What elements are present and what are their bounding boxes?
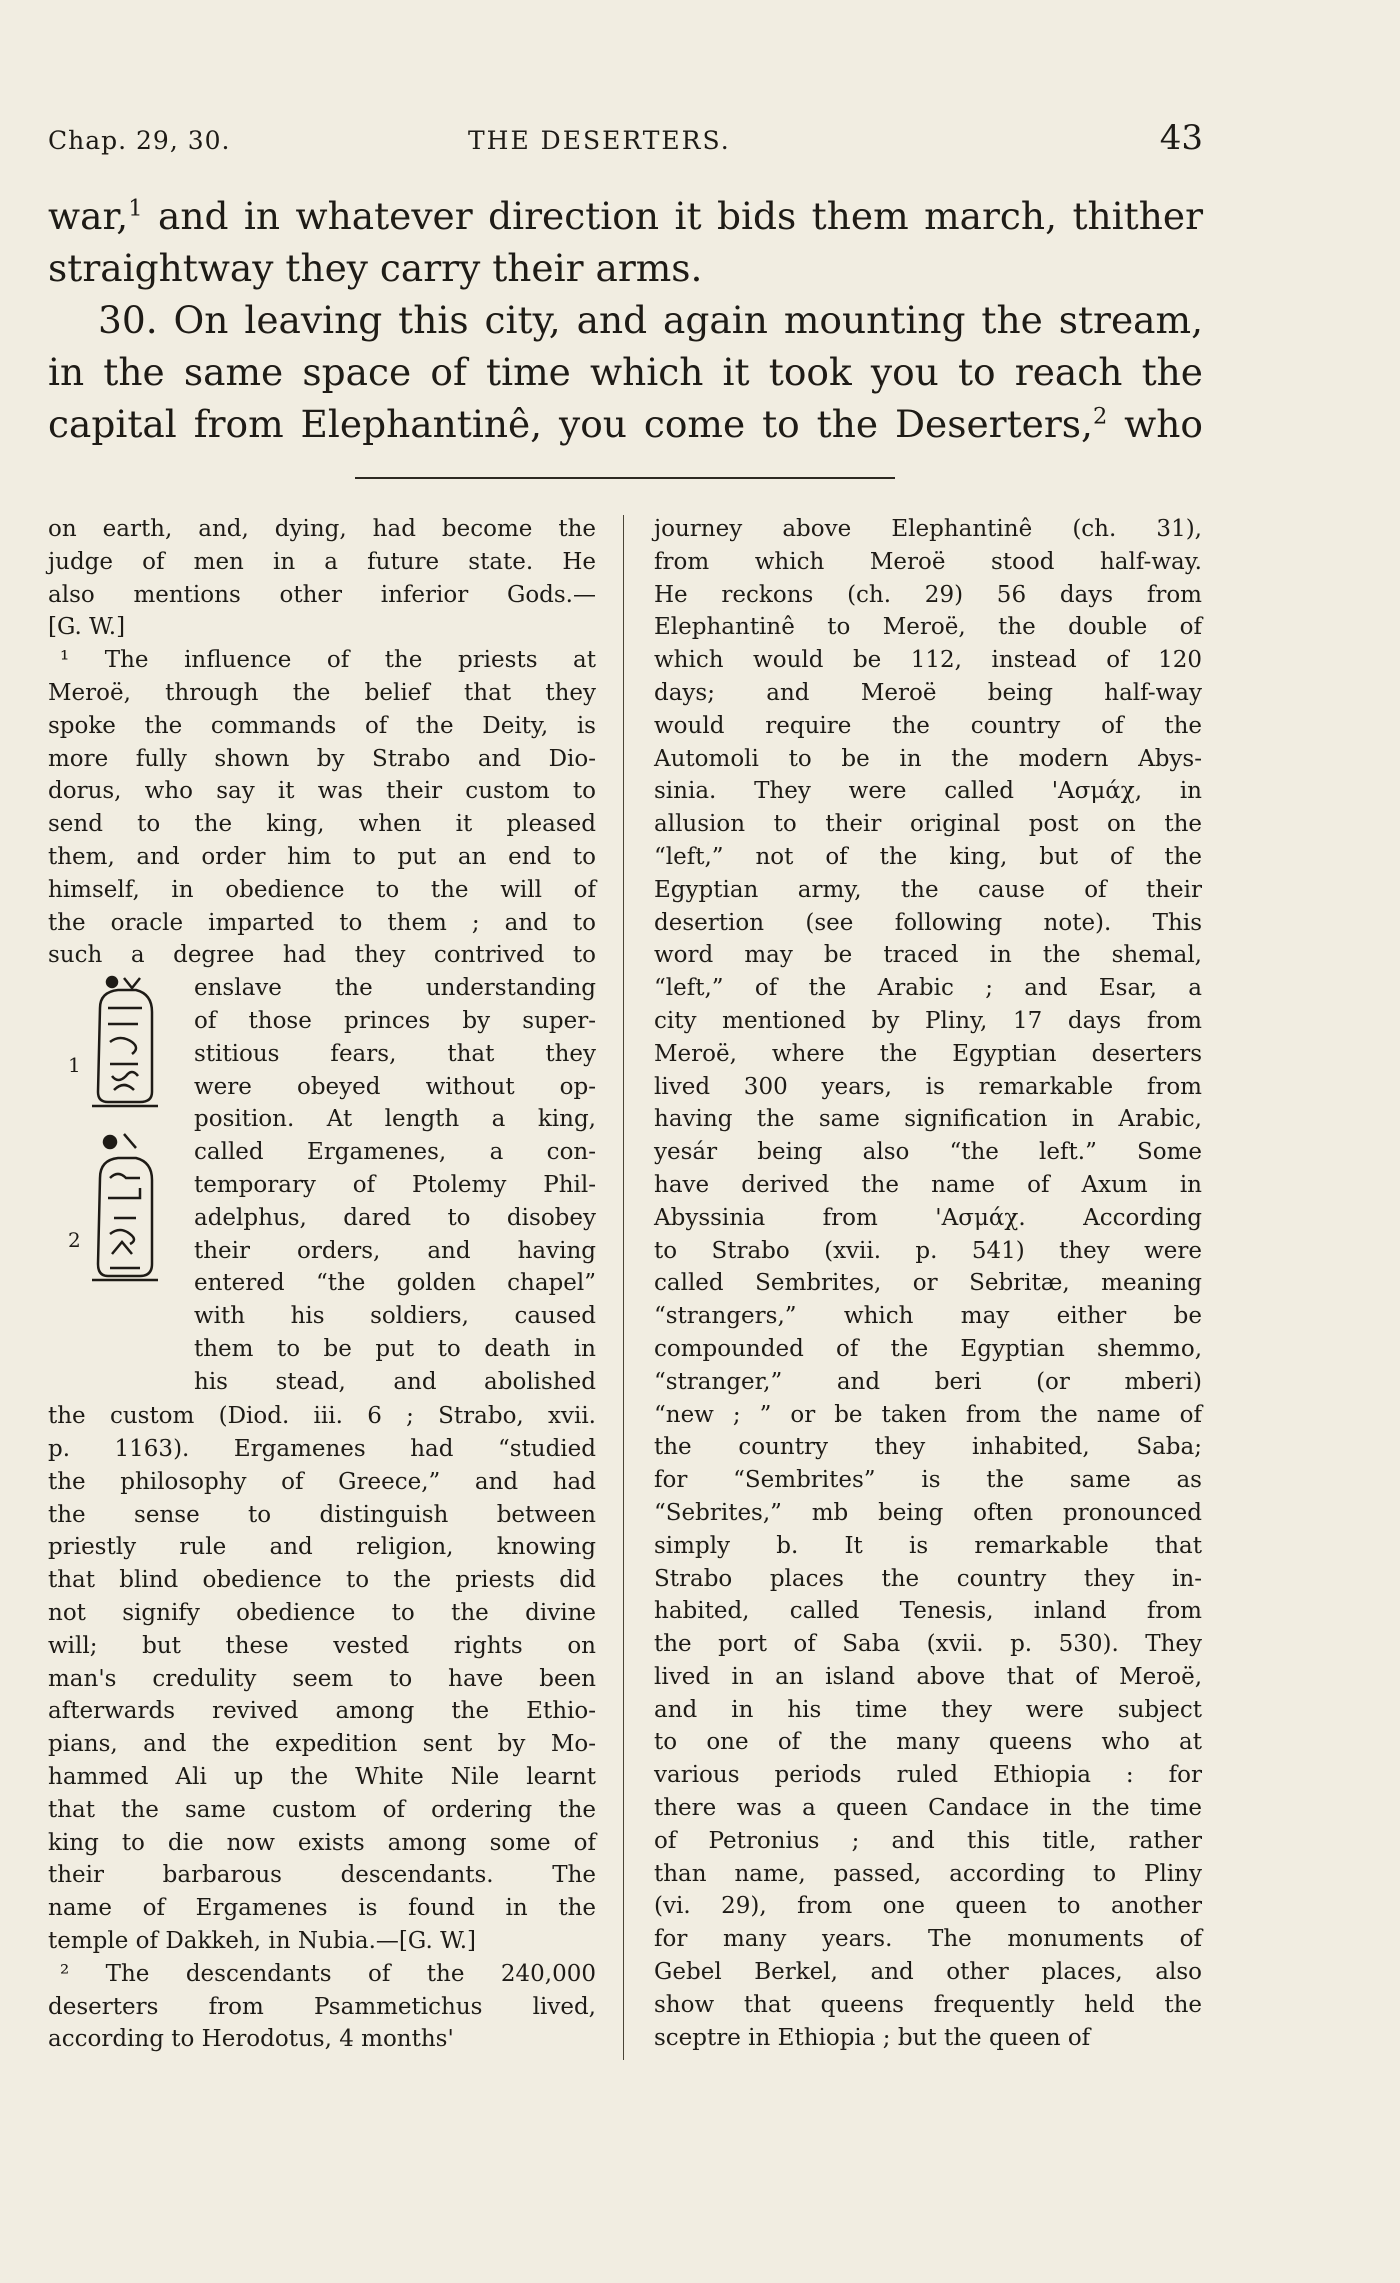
footnote-line: send to the king, when it pleased <box>48 811 596 838</box>
footnote-line: “strangers,” which may either be <box>654 1303 1202 1330</box>
page-number: 43 <box>1159 118 1203 158</box>
footnote-line: deserters from Psammetichus lived, <box>48 1993 596 2020</box>
footnote-line: “new ; ” or be taken from the name of <box>654 1401 1202 1428</box>
footnote-line: adelphus, dared to disobey <box>194 1204 596 1231</box>
footnote-line: (vi. 29), from one queen to another <box>654 1893 1202 1920</box>
footnote-line: lived 300 years, is remarkable from <box>654 1073 1202 1100</box>
footnote-line: himself, in obedience to the will of <box>48 876 596 903</box>
cartouche-illustration <box>48 972 190 1400</box>
footnote-line: were obeyed without op- <box>194 1073 596 1100</box>
footnote-line: “stranger,” and beri (or mberi) <box>654 1368 1202 1395</box>
column-divider <box>623 515 624 2060</box>
footnote-column-left <box>48 513 596 2056</box>
footnote-line: compounded of the Egyptian shemmo, <box>654 1335 1202 1362</box>
footnote-line: will; but these vested rights on <box>48 1632 596 1659</box>
footnote-line: name of Ergamenes is found in the <box>48 1895 596 1922</box>
footnote-line: king to die now exists among some of <box>48 1829 596 1856</box>
footnote-line: “left,” of the Arabic ; and Esar, a <box>654 975 1202 1002</box>
footnote-line: Strabo places the country they in- <box>654 1565 1202 1592</box>
footnote-line: journey above Elephantinê (ch. 31), <box>654 516 1202 542</box>
footnote-line: p. 1163). Ergamenes had “studied <box>48 1435 596 1462</box>
footnote-line: hammed Ali up the White Nile learnt <box>48 1763 596 1790</box>
footnote-line: their barbarous descendants. The <box>48 1862 596 1889</box>
footnote-line: priestly rule and religion, knowing <box>48 1534 596 1561</box>
footnote-line: [G. W.] <box>48 614 126 641</box>
footnote-line: temporary of Ptolemy Phil- <box>194 1171 596 1198</box>
footnote-line: that blind obedience to the priests did <box>48 1567 596 1594</box>
footnote-line: Meroë, where the Egyptian deserters <box>654 1040 1202 1067</box>
footnote-line: judge of men in a future state. He <box>48 548 596 575</box>
footnote-ref[interactable]: 1 <box>128 195 143 222</box>
footnote-line: enslave the understanding <box>194 975 596 1002</box>
footnote-line: lived in an island above that of Meroë, <box>654 1663 1202 1690</box>
footnote-line: of Petronius ; and this title, rather <box>654 1827 1202 1854</box>
footnote-line: them to be put to death in <box>194 1335 596 1362</box>
footnote-line: which would be 112, instead of 120 <box>654 647 1202 674</box>
body-line: in the same space of time which it took you to reach the <box>48 350 1203 394</box>
footnote-line: the philosophy of Greece,” and had <box>48 1468 596 1495</box>
running-header <box>48 118 1203 158</box>
footnote-line: Egyptian army, the cause of their <box>654 876 1202 903</box>
running-title: THE DESERTERS. <box>468 126 731 155</box>
hieroglyph-cartouches-figure <box>48 972 190 1400</box>
footnote-line: pians, and the expedition sent by Mo- <box>48 1731 596 1758</box>
footnote-line: various periods ruled Ethiopia : for <box>654 1762 1202 1789</box>
footnote-line: there was a queen Candace in the time <box>654 1795 1202 1822</box>
footnote-line: such a degree had they contrived to <box>48 942 596 969</box>
footnote-line: not signify obedience to the divine <box>48 1599 596 1626</box>
footnote-line: days; and Meroë being half-way <box>654 679 1202 706</box>
footnote-line: their orders, and having <box>194 1237 596 1264</box>
footnote-line: to Strabo (xvii. p. 541) they were <box>654 1237 1202 1264</box>
footnote-line: for many years. The monuments of <box>654 1926 1202 1953</box>
footnote-line: called Sembrites, or Sebritæ, meaning <box>654 1270 1202 1297</box>
footnote-line: He reckons (ch. 29) 56 days from <box>654 581 1202 608</box>
body-line: straightway they carry their arms. <box>48 246 703 290</box>
cartouche-label-2: 2 <box>68 1228 81 1253</box>
footnote-line: city mentioned by Pliny, 17 days from <box>654 1007 1202 1034</box>
footnote-line: ¹ The influence of the priests at <box>60 647 596 674</box>
footnote-line: to one of the many queens who at <box>654 1729 1202 1756</box>
footnote-separator-rule <box>355 477 895 479</box>
footnote-line: have derived the name of Axum in <box>654 1171 1202 1198</box>
footnote-line: habited, called Tenesis, inland from <box>654 1598 1202 1625</box>
footnote-ref[interactable]: 2 <box>1092 403 1108 430</box>
footnote-line: Abyssinia from 'Ασμάχ. According <box>654 1204 1202 1231</box>
footnote-line: temple of Dakkeh, in Nubia.—[G. W.] <box>48 1927 476 1954</box>
footnote-line: dorus, who say it was their custom to <box>48 778 596 805</box>
footnote-line: entered “the golden chapel” <box>194 1270 596 1297</box>
footnote-line: sinia. They were called 'Ασμάχ, in <box>654 778 1202 805</box>
footnote-line: afterwards revived among the Ethio- <box>48 1698 596 1725</box>
footnote-line: allusion to their original post on the <box>654 811 1202 838</box>
footnote-line: them, and order him to put an end to <box>48 843 596 870</box>
footnote-line: than name, passed, according to Pliny <box>654 1860 1202 1887</box>
footnote-line: more fully shown by Strabo and Dio- <box>48 745 596 772</box>
footnote-line: Gebel Berkel, and other places, also <box>654 1959 1202 1986</box>
footnote-line: show that queens frequently held the <box>654 1991 1202 2018</box>
footnote-line: the country they inhabited, Saba; <box>654 1434 1202 1461</box>
footnote-line: for “Sembrites” is the same as <box>654 1467 1202 1494</box>
footnote-line: according to Herodotus, 4 months' <box>48 2026 454 2053</box>
footnote-line: “Sebrites,” mb being often pronounced <box>654 1499 1202 1526</box>
footnote-line: called Ergamenes, a con- <box>194 1139 596 1166</box>
footnote-line: his stead, and abolished <box>194 1368 596 1395</box>
main-text <box>48 190 1203 450</box>
footnote-line: having the same signification in Arabic, <box>654 1106 1202 1133</box>
footnote-line: Automoli to be in the modern Abys- <box>654 745 1202 772</box>
footnote-line: sceptre in Ethiopia ; but the queen of <box>654 2024 1091 2051</box>
footnote-line: word may be traced in the shemal, <box>654 942 1202 969</box>
footnote-line: man's credulity seem to have been <box>48 1665 596 1692</box>
footnote-line: the sense to distinguish between <box>48 1501 596 1528</box>
footnote-line: would require the country of the <box>654 712 1202 739</box>
body-line: capital from Elephantinê, you come to the Deserters,$^2$ who <box>48 402 1204 446</box>
footnote-line: the port of Saba (xvii. p. 530). They <box>654 1631 1202 1658</box>
body-line: war,$^1$ and in whatever direction it bids them march, thither <box>48 194 1203 238</box>
footnote-line: Meroë, through the belief that they <box>48 679 596 706</box>
footnote-line: “left,” not of the king, but of the <box>654 843 1202 870</box>
footnote-line: of those princes by super- <box>194 1007 596 1034</box>
footnote-line: from which Meroë stood half-way. <box>654 548 1202 575</box>
footnote-column-right <box>654 513 1202 2054</box>
footnote-line: spoke the commands of the Deity, is <box>48 712 596 739</box>
footnote-line: Elephantinê to Meroë, the double of <box>654 614 1202 641</box>
footnote-line: stitious fears, that they <box>194 1040 596 1067</box>
footnote-line: with his soldiers, caused <box>194 1303 596 1330</box>
footnote-line: position. At length a king, <box>194 1106 596 1133</box>
footnote-line: yesár being also “the left.” Some <box>654 1139 1202 1166</box>
body-line: 30. On leaving this city, and again mounting the stream, <box>98 298 1203 342</box>
footnote-line: simply b. It is remarkable that <box>654 1532 1202 1559</box>
footnote-line: that the same custom of ordering the <box>48 1796 596 1823</box>
footnote-line: desertion (see following note). This <box>654 909 1202 936</box>
footnote-line: and in his time they were subject <box>654 1696 1202 1723</box>
footnote-line: also mentions other inferior Gods.— <box>48 581 596 608</box>
footnote-line: on earth, and, dying, had become the <box>48 516 596 542</box>
footnote-line: the oracle imparted to them ; and to <box>48 909 596 936</box>
cartouche-label-1: 1 <box>68 1053 81 1078</box>
footnote-line: the custom (Diod. iii. 6 ; Strabo, xvii. <box>48 1403 596 1430</box>
footnote-line: ² The descendants of the 240,000 <box>60 1960 596 1987</box>
chapter-reference: Chap. 29, 30. <box>48 126 231 155</box>
